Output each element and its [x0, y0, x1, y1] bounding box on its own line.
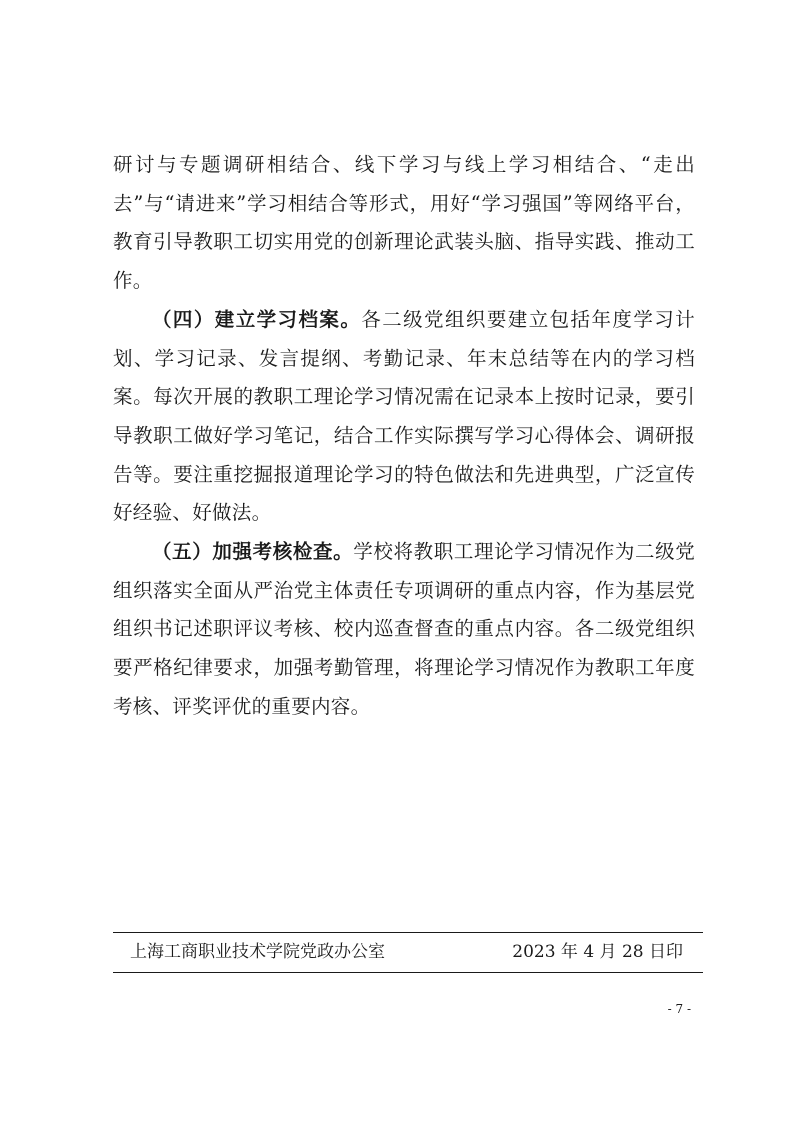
footer-organization: 上海工商职业技术学院党政办公室	[130, 942, 385, 962]
section-5-heading: （五）加强考核检查。	[152, 540, 354, 564]
section-5-text: 学校将教职工理论学习情况作为二级党组织落实全面从严治党主体责任专项调研的重点内容，作为基层党组织书记述职评议考核、校内巡查督查的重点内容。各二级党组织要严格纪律要求，加强考勤管理，将理论学习情况作为教职工年度考核、评奖评优的重要内容。	[113, 540, 695, 718]
section-4-text: 各二级党组织要建立包括年度学习计划、学习记录、发言提纲、考勤记录、年末总结等在内的学习档案。每次开展的教职工理论学习情况需在记录本上按时记录，要引导教职工做好学习笔记，结合工作实际撰写学习心得体会、调研报告等。要注重挖掘报道理论学习的特色做法和先进典型，广泛宣传好经验、好做法。	[113, 307, 695, 525]
footer-bottom-rule	[113, 972, 703, 973]
section-4-heading: （四）建立学习档案。	[152, 307, 362, 331]
footer-print-date: 2023 年 4 月 28 日印	[512, 942, 683, 962]
document-body	[113, 146, 695, 727]
section-5-paragraph	[113, 533, 695, 727]
section-4-paragraph	[113, 301, 695, 533]
page-number: - 7 -	[667, 1002, 691, 1016]
paragraph-continuation: 研讨与专题调研相结合、线下学习与线上学习相结合、“走出去”与“请进来”学习相结合等形式，用好“学习强国”等网络平台，教育引导教职工切实用党的创新理论武装头脑、指导实践、推动工作。	[113, 153, 695, 293]
footer-top-rule	[113, 932, 703, 933]
